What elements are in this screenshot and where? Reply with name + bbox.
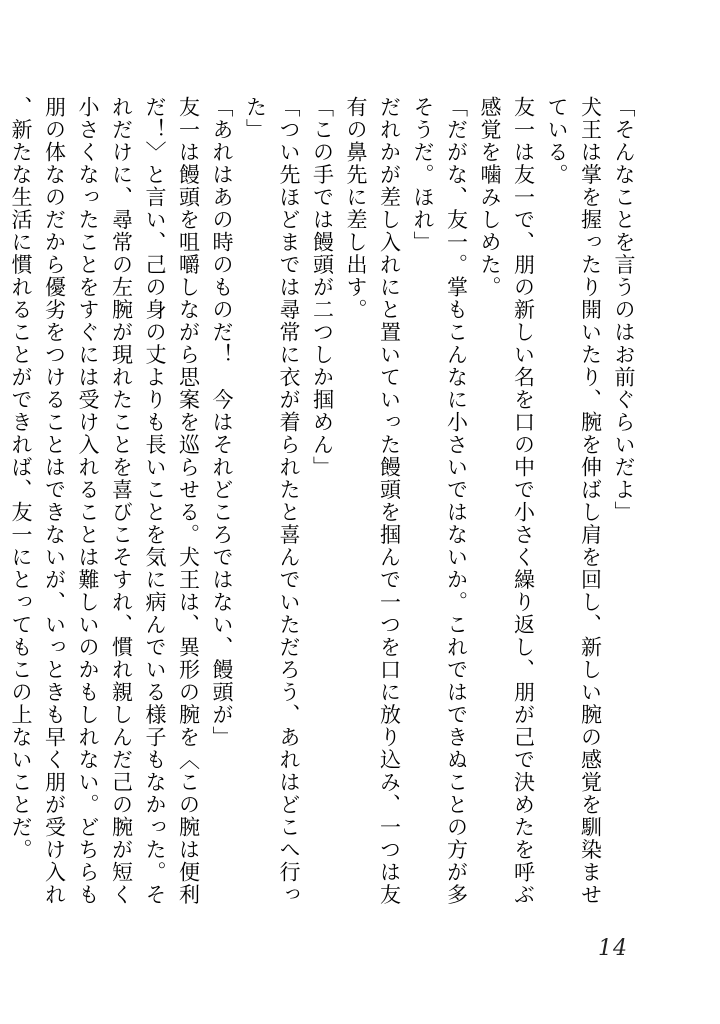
text-line: 友一は友一で、朋の新しい名を口の中で小さく繰り返し、朋が己で決めたを呼ぶ感覚を噛みしめた。 [478, 96, 536, 906]
text-line [0, 96, 4, 926]
text-line: 犬王は掌を握ったり開いたり、腕を伸ばし肩を回し、新しい腕の感覚を馴染ませている。 [545, 96, 603, 906]
text-line: 「この手では饅頭が二つしか掴めん」 [310, 96, 335, 479]
text-line: 「あれはあの時のものだ！ 今はそれどころではない、饅頭が」 [210, 96, 234, 749]
text-line: だれかが差し入れにと置いていった饅頭を掴んで一つを口に放り込み、一つは友有の鼻先に差し出す。 [344, 96, 402, 906]
vertical-text-body [9, 96, 640, 926]
text-line: 友一は饅頭を咀嚼しながら思案を巡らせる。犬王は、異形の腕を〈この腕は便利だ！〉と言い、己の身の丈よりも長いことを気に病んでいる様子もなかった。それだけに、尋常の左腕が現れたことを喜びこそすれ、慣れ親しんだ己の腕が短く小さくなったことをすぐには受け入れることは難しいのかもしれない。どちらも朋の体なのだから優劣をつけることはできないが、いっときも早く朋が受け入れ、新たな生活に慣れることができれば、友一にとってもこの上ないことだ。 [9, 96, 201, 906]
page-number: 14 [598, 936, 628, 961]
text-line: 「そんなことを言うのはお前ぐらいだよ」 [612, 96, 636, 524]
text-line: 「だがな、友一。掌もこんなに小さいではないか。これではできぬことの方が多そうだ。ほれ」 [411, 96, 469, 906]
text-line: 「つい先ほどまでは尋常に衣が着られたと喜んでいただろう、あれはどこへ行った」 [243, 96, 301, 906]
